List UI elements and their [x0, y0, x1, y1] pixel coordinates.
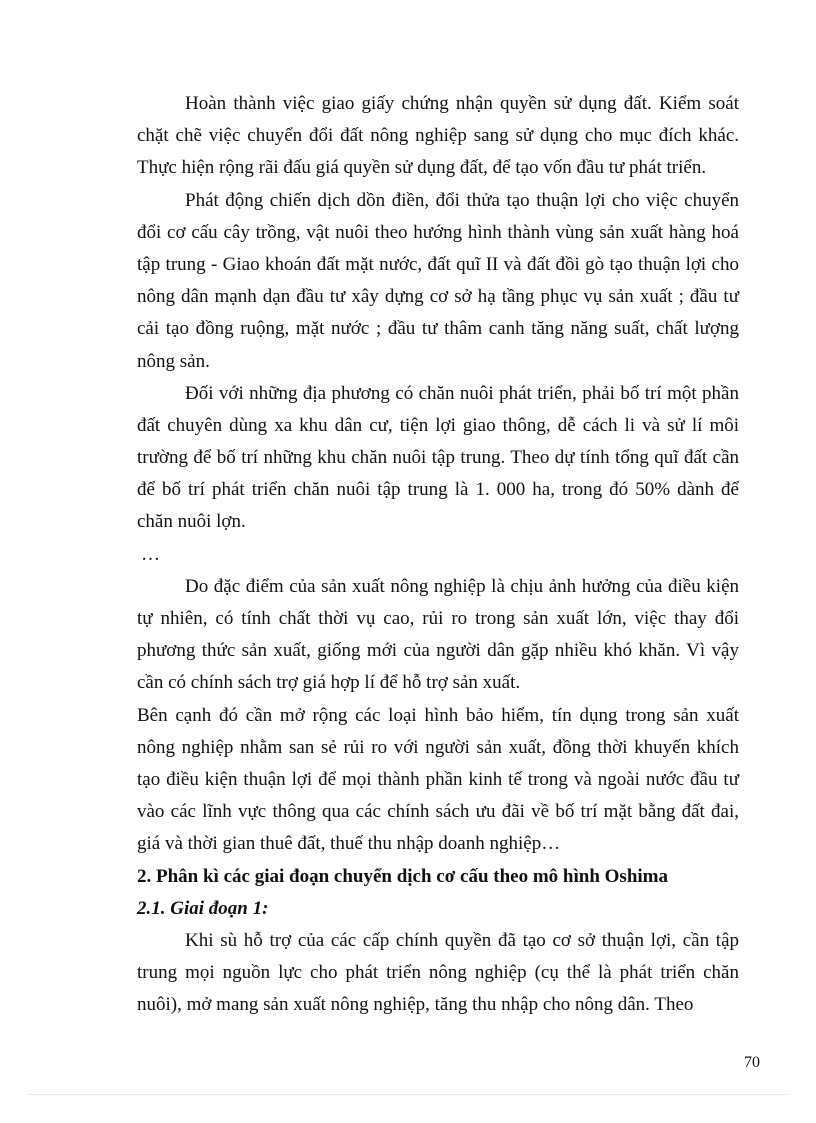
- paragraph-1-line-2: chặt chẽ việc chuyển đổi đất nông nghiệp sang sử dụng cho mục đích khác.: [137, 125, 739, 147]
- paragraph-4-line-1: Do đặc điểm của sản xuất nông nghiệp là chịu ảnh hưởng của điều kiện: [185, 575, 739, 597]
- paragraph-5-line-1: Bên cạnh đó cần mở rộng các loại hình bảo hiểm, tín dụng trong sản xuất: [137, 704, 739, 726]
- paragraph-2-line-2: đổi cơ cấu cây trồng, vật nuôi theo hướng hình thành vùng sản xuất hàng hoá: [137, 221, 739, 243]
- page-number: 70: [744, 1054, 760, 1071]
- paragraph-2-line-6: nông sản.: [137, 350, 210, 372]
- paragraph-3-line-5: chăn nuôi lợn.: [137, 511, 246, 533]
- paragraph-5-line-2: nông nghiệp nhằm san sẻ rủi ro với người sản xuất, đồng thời khuyến khích: [137, 736, 739, 758]
- paragraph-4-line-2: tự nhiên, có tính chất thời vụ cao, rủi ro trong sản xuất lớn, việc thay đổi: [137, 608, 739, 629]
- ellipsis-line: …: [141, 543, 160, 565]
- subsection-heading: 2.1. Giai đoạn 1:: [137, 897, 269, 919]
- paragraph-2-line-4: nông dân mạnh dạn đầu tư xây dựng cơ sở hạ tầng phục vụ sản xuất ; đầu tư: [137, 286, 739, 308]
- paragraph-2-line-1: Phát động chiến dịch dồn điền, đổi thửa tạo thuận lợi cho việc chuyển: [185, 189, 739, 211]
- paragraph-6-line-1: Khi sù hỗ trợ của các cấp chính quyền đã tạo cơ sở thuận lợi, cần tập: [185, 929, 739, 951]
- document-body: [137, 88, 739, 1021]
- paragraph-2-line-3: tập trung - Giao khoán đất mặt nước, đất quĩ II và đất đồi gò tạo thuận lợi cho: [137, 253, 739, 275]
- paragraph-3-line-3: trường để bố trí những khu chăn nuôi tập trung. Theo dự tính tổng quĩ đất cần: [137, 447, 739, 469]
- paragraph-3-line-1: Đối với những địa phương có chăn nuôi phát triển, phải bố trí một phần: [185, 382, 739, 404]
- paragraph-3-line-4: để bố trí phát triển chăn nuôi tập trung là 1. 000 ha, trong đó 50% dành để: [137, 479, 739, 501]
- paragraph-1-line-3: Thực hiện rộng rãi đấu giá quyền sử dụng đất, để tạo vốn đầu tư phát triển.: [137, 157, 707, 179]
- paragraph-2-line-5: cải tạo đồng ruộng, mặt nước ; đầu tư thâm canh tăng năng suất, chất lượng: [137, 318, 739, 340]
- page-bottom-divider: [28, 1094, 788, 1095]
- paragraph-1-line-1: Hoàn thành việc giao giấy chứng nhận quyền sử dụng đất. Kiểm soát: [185, 93, 739, 114]
- section-heading: 2. Phân kì các giai đoạn chuyển dịch cơ cấu theo mô hình Oshima: [137, 865, 668, 887]
- paragraph-4-line-4: cần có chính sách trợ giá hợp lí để hỗ trợ sản xuất.: [137, 672, 521, 694]
- paragraph-4-line-3: phương thức sản xuất, giống mới của người dân gặp nhiều khó khăn. Vì vậy: [137, 640, 739, 662]
- paragraph-6-line-3: nuôi), mở mang sản xuất nông nghiệp, tăng thu nhập cho nông dân. Theo: [137, 994, 694, 1016]
- paragraph-6-line-2: trung mọi nguồn lực cho phát triển nông nghiệp (cụ thể là phát triển chăn: [137, 962, 739, 984]
- paragraph-5-line-5: giá và thời gian thuê đất, thuế thu nhập doanh nghiệp…: [137, 833, 561, 855]
- paragraph-5-line-4: vào các lĩnh vực thông qua các chính sách ưu đãi về bố trí mặt bằng đất đai,: [137, 801, 739, 823]
- paragraph-3-line-2: đất chuyên dùng xa khu dân cư, tiện lợi giao thông, dễ cách li và sử lí môi: [137, 414, 739, 436]
- paragraph-5-line-3: tạo điều kiện thuận lợi để mọi thành phần kinh tế trong và ngoài nước đầu tư: [137, 768, 739, 790]
